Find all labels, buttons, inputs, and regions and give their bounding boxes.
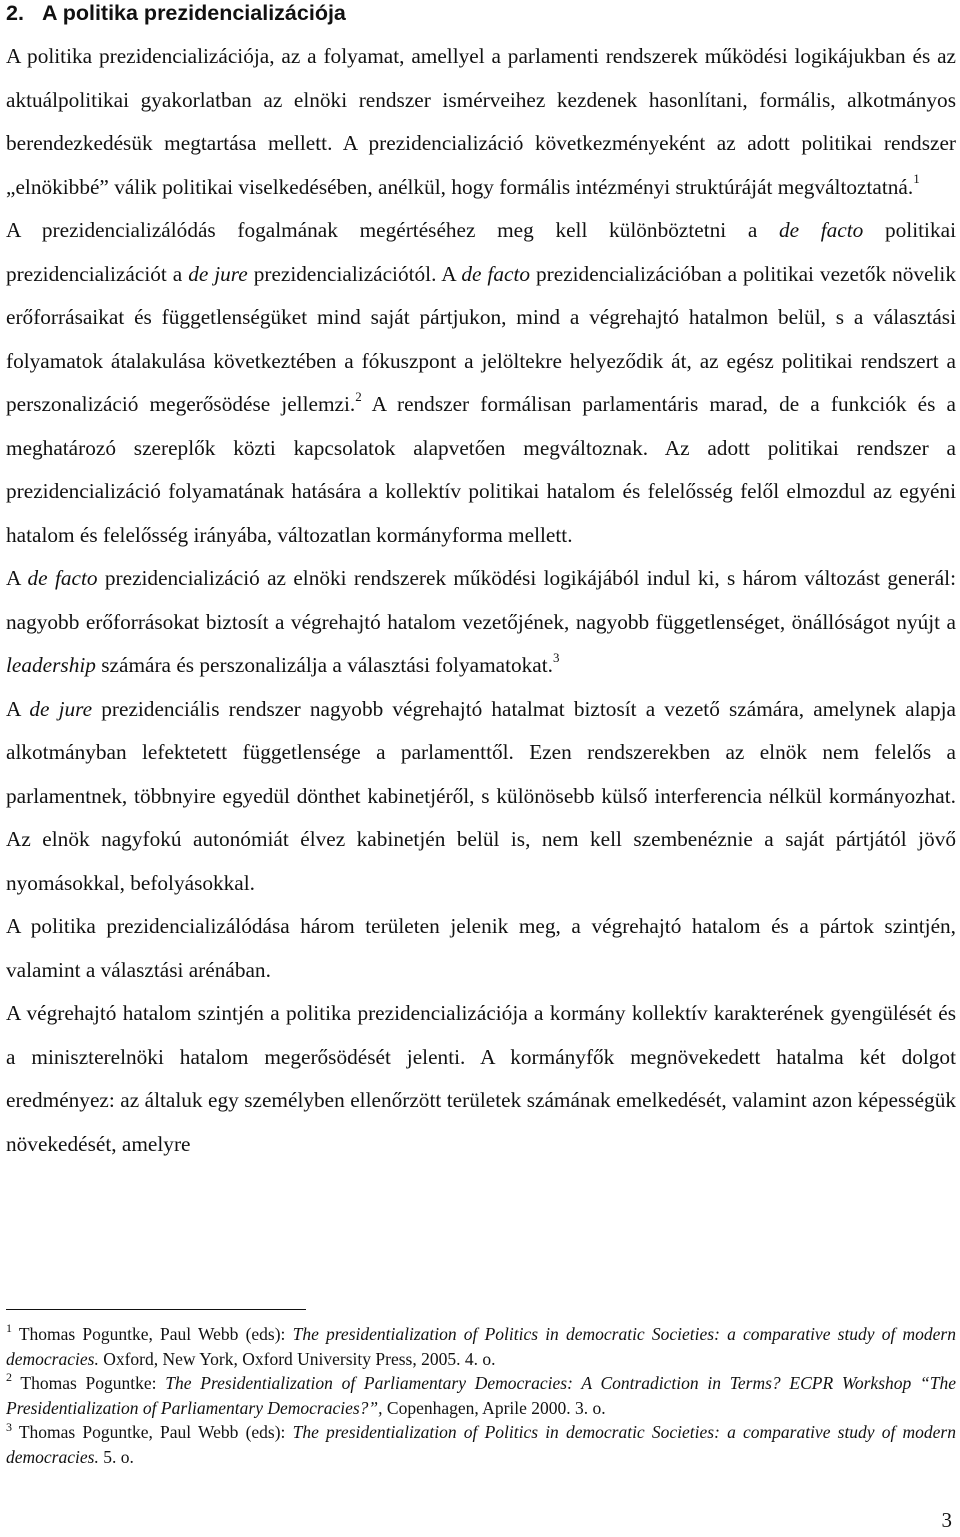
- footnote-ref: 2: [355, 388, 362, 404]
- paragraph: [6, 992, 956, 1166]
- footnote-ref: 3: [6, 1419, 12, 1434]
- text-run: prezidenciális rendszer nagyobb végrehajtó hatalmat biztosít a vezető számára, amelynek alapja alkotmányban lefektetett függetlensége a parlamenttől. Ezen rendszerekben az elnök nem felelős a parlamentnek, többnyire egyedül dönthet kabinetjéről, s különösebb külső interferencia nélkül kormányozhat. Az elnök nagyfokú autonómiát élvez kabinetjén belül is, nem kell szembenéznie a saját pártjától jövő nyomásokkal, befolyásokkal.: [6, 696, 956, 895]
- text-run: A prezidencializálódás fogalmának megértéséhez meg kell különböztetni a: [6, 218, 779, 242]
- footnote-separator: [6, 1309, 306, 1310]
- paragraph: [6, 209, 956, 557]
- document-page: [6, 0, 956, 1166]
- paragraph: [6, 905, 956, 992]
- text-run: A: [6, 566, 28, 590]
- text-run: A rendszer formálisan parlamentáris marad, de a funkciók és a meghatározó szereplők közti kapcsolatok alapvetően megváltoznak. Az adott politikai rendszer a prezidencializáció folyamatának hatására a kollektív politikai hatalom és felelősség felől elmozdul az egyéni hatalom és felelősség irányába, változatlan kormányforma mellett.: [6, 392, 956, 547]
- text-run: Copenhagen, Aprile 2000. 3. o.: [382, 1397, 606, 1418]
- italic-run: The presidentialization of Politics in democratic Societies: a comparative study of modern democracies.: [6, 1422, 956, 1467]
- italic-run: de facto: [778, 218, 864, 242]
- italic-run: de jure: [29, 696, 93, 721]
- footnote-ref: 1: [6, 1321, 12, 1336]
- footnotes: [6, 1322, 956, 1470]
- footnote-ref: 3: [553, 649, 560, 665]
- text-run: A: [6, 696, 30, 721]
- section-number: 2.: [6, 1, 24, 25]
- text-run: 5. o.: [98, 1446, 134, 1467]
- italic-run: The presidentialization of Politics in democratic Societies: a comparative study of modern democracies.: [6, 1324, 956, 1369]
- text-run: prezidencializációban a politikai vezetők növelik erőforrásaikat és függetlenségüket mind saját pártjukon, mind a végrehajtó hatalmon belül, s a választási folyamatok átalakulása következtében a fókuszpont a jelöltekre helyeződik át, az egész politikai rendszert a perszonalizáció megerősödése jellemzi.: [6, 261, 956, 416]
- section-title: A politika prezidencializációja: [42, 1, 346, 25]
- text-run: A politika prezidencializálódása három területen jelenik meg, a végrehajtó hatalom és a pártok szintjén, valamint a választási arénában.: [6, 914, 956, 982]
- body-text: [6, 35, 956, 1166]
- section-heading: [6, 0, 956, 26]
- italic-run: de facto: [461, 261, 531, 286]
- text-run: prezidencializáció az elnöki rendszerek működési logikájából indul ki, s három változást generál: nagyobb erőforrásokat biztosít a végrehajtó hatalom vezetőjének, nagyobb függetlenséget, önállóságot nyújt a: [6, 566, 956, 634]
- text-run: számára és perszonalizálja a választási folyamatokat.: [95, 653, 553, 677]
- text-run: A végrehajtó hatalom szintjén a politika prezidencializációja a kormány kollektív karakterének gyengülését és a miniszterelnöki hatalom megerősödését jelenti. A kormányfők megnövekedett hatalma két dolgot eredményez: az általuk egy személyben ellenőrzött területek számának emelkedését, valamint azon képességük növekedését, amelyre: [6, 1001, 956, 1156]
- text-run: prezidencializációtól. A: [247, 261, 462, 286]
- footnote: [6, 1420, 956, 1469]
- text-run: politikai prezidencializációt a: [6, 218, 956, 286]
- italic-run: de jure: [188, 261, 248, 286]
- italic-run: leadership: [6, 653, 96, 677]
- footnote: [6, 1322, 956, 1371]
- paragraph: [6, 557, 956, 688]
- text-run: Thomas Poguntke, Paul Webb (eds):: [12, 1324, 293, 1344]
- paragraph: [6, 35, 956, 209]
- text-run: A politika prezidencializációja, az a folyamat, amellyel a parlamenti rendszerek működési logikájukban és az aktuálpolitikai gyakorlatban az elnöki rendszer ismérveihez kezdenek hasonlítani, formális, alkotmányos berendezkedésük megtartása mellett. A prezidencializáció következményeként az adott politikai rendszer „elnökibbé” válik politikai viselkedésében, anélkül, hogy formális intézményi struktúráját megváltoztatná.: [6, 44, 956, 199]
- text-run: Oxford, New York, Oxford University Press, 2005. 4. o.: [98, 1348, 496, 1369]
- footnote-ref: 1: [913, 171, 920, 187]
- text-run: Thomas Poguntke, Paul Webb (eds):: [12, 1422, 293, 1443]
- text-run: Thomas Poguntke:: [12, 1373, 166, 1394]
- page-number: 3: [941, 1508, 952, 1532]
- italic-run: de facto: [27, 566, 98, 590]
- footnote: [6, 1371, 956, 1420]
- paragraph: [6, 688, 956, 906]
- italic-run: The Presidentialization of Parliamentary Democracies: A Contradiction in Terms? ECPR Workshop “The Presidentialization of Parliamentary Democracies?”,: [6, 1373, 956, 1418]
- footnote-ref: 2: [6, 1370, 12, 1385]
